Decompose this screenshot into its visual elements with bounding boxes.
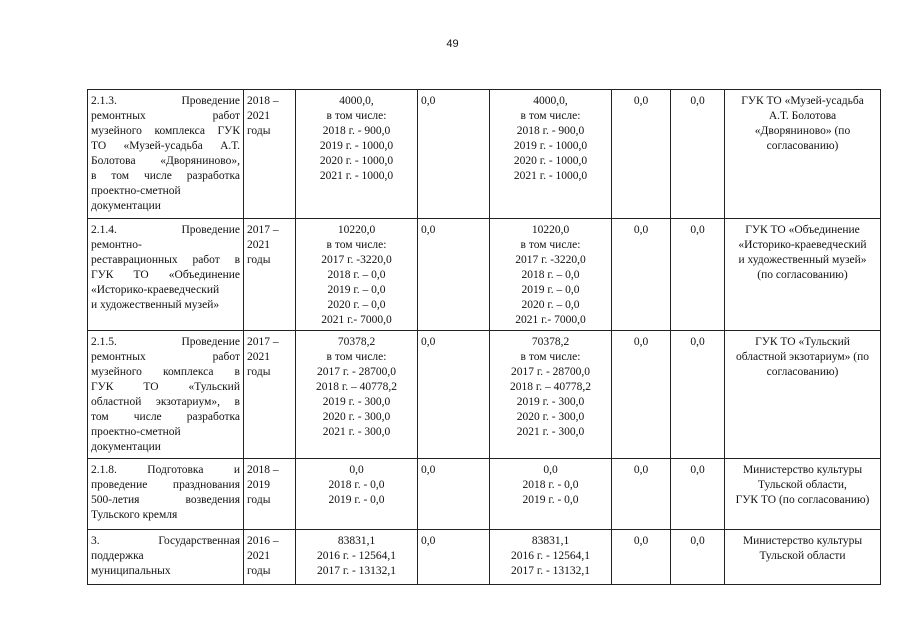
period-cell [244,331,296,459]
budget-table [87,89,881,585]
federal-budget-cell: 0,0 [418,530,490,585]
total-funding-cell-line: 2018 г. - 0,0 [328,479,385,491]
regional-budget-cell-line: 2019 г. - 300,0 [516,396,585,408]
local-budget-cell: 0,0 [612,331,671,459]
executor-cell-line: «Дворяниново» (по [754,125,851,137]
executor-cell-line: ГУК ТО «Объединение [745,224,860,236]
federal-budget-cell: 0,0 [418,331,490,459]
activity-name-cell-line: музейного комплекса в [91,366,240,378]
executor-cell [725,219,881,331]
regional-budget-cell-line: в том числе: [520,239,581,251]
activity-name-cell-line: том числе разработка [91,411,240,423]
regional-budget-cell-line: 70378,2 [531,336,570,348]
total-funding-cell [296,459,418,530]
period-cell [244,530,296,585]
other-sources-cell: 0,0 [671,331,725,459]
total-funding-cell-line: 2021 г.- 7000,0 [321,314,392,326]
total-funding-cell-line: 2017 г. -3220,0 [321,254,392,266]
total-funding-cell-line: 0,0 [349,464,364,476]
activity-name-cell-line: Тульского кремля [91,509,178,521]
regional-budget-cell-line: 2017 г. -3220,0 [515,254,586,266]
regional-budget-cell-line: 2020 г. - 300,0 [516,411,585,423]
executor-cell [725,459,881,530]
executor-cell-line: и художественный музей» [738,254,867,266]
local-budget-cell: 0,0 [612,219,671,331]
total-funding-cell-line: 2021 г. - 1000,0 [319,170,394,182]
activity-name-cell-line: ремонтно- [91,239,142,251]
local-budget-cell: 0,0 [612,530,671,585]
period-cell [244,90,296,219]
other-sources-cell: 0,0 [671,219,725,331]
period-cell-line: 2019 [247,479,270,491]
regional-budget-cell-line: 2020 г. - 1000,0 [513,155,588,167]
total-funding-cell [296,331,418,459]
executor-cell-line: ГУК ТО (по согласованию) [735,494,870,506]
other-sources-cell: 0,0 [671,90,725,219]
federal-budget-cell: 0,0 [418,219,490,331]
activity-name-cell-line: документации [91,200,161,212]
regional-budget-cell-line: 83831,1 [531,535,570,547]
activity-name-cell-line: 2.1.3. Проведение [91,95,240,107]
regional-budget-cell-line: 2020 г. – 0,0 [521,299,580,311]
executor-cell-line: Тульской области [759,550,846,562]
period-cell-line: годы [247,125,271,137]
activity-name-cell-line: проектно-сметной [91,185,181,197]
total-funding-cell-line: 2017 г. - 28700,0 [316,366,397,378]
regional-budget-cell-line: 2021 г.- 7000,0 [515,314,586,326]
regional-budget-cell [490,331,612,459]
activity-name-cell-line: 2.1.4. Проведение [91,224,240,236]
table-row [88,219,881,331]
regional-budget-cell-line: в том числе: [520,351,581,363]
period-cell [244,459,296,530]
executor-cell-line: (по согласованию) [757,269,848,281]
activity-name-cell-line: Болотова «Дворяниново», [91,155,240,167]
table-row [88,459,881,530]
executor-cell [725,90,881,219]
executor-cell-line: ГУК ТО «Тульский [755,336,850,348]
regional-budget-cell-line: 2021 г. - 1000,0 [513,170,588,182]
activity-name-cell-line: поддержка [91,550,144,562]
regional-budget-cell-line: 2018 г. - 900,0 [516,125,585,137]
total-funding-cell-line: 70378,2 [337,336,376,348]
total-funding-cell-line: в том числе: [326,239,387,251]
activity-name-cell-line: муниципальных [91,565,171,577]
activity-name-cell [88,90,244,219]
total-funding-cell-line: 2020 г. - 1000,0 [319,155,394,167]
executor-cell-line: Министерство культуры [742,464,863,476]
total-funding-cell-line: 4000,0, [339,95,374,107]
period-cell-line: 2021 [247,550,270,562]
regional-budget-cell-line: 2018 г. - 0,0 [522,479,579,491]
regional-budget-cell-line: 2016 г. - 12564,1 [510,550,591,562]
executor-cell-line: согласованию) [766,366,839,378]
activity-name-cell-line: ремонтных работ [91,351,240,363]
other-sources-cell: 0,0 [671,530,725,585]
regional-budget-cell [490,459,612,530]
total-funding-cell-line: 2019 г. - 300,0 [322,396,391,408]
total-funding-cell-line: 2021 г. - 300,0 [322,426,391,438]
total-funding-cell-line: 2018 г. – 0,0 [327,269,386,281]
regional-budget-cell-line: 0,0 [543,464,558,476]
regional-budget-cell-line: 2021 г. - 300,0 [516,426,585,438]
period-cell-line: годы [247,494,271,506]
total-funding-cell-line: 2018 г. – 40778,2 [315,381,398,393]
period-cell-line: 2016 – [247,535,279,547]
activity-name-cell-line: 2.1.5. Проведение [91,336,240,348]
executor-cell-line: Тульской области, [758,479,847,491]
period-cell-line: 2018 – [247,95,279,107]
executor-cell-line: согласованию) [766,140,839,152]
total-funding-cell-line: 2018 г. - 900,0 [322,125,391,137]
total-funding-cell-line: 83831,1 [337,535,376,547]
period-cell-line: годы [247,366,271,378]
table-row [88,530,881,585]
executor-cell-line: А.Т. Болотова [768,110,837,122]
regional-budget-cell-line: 2018 г. – 40778,2 [509,381,592,393]
period-cell-line: годы [247,565,271,577]
executor-cell-line: «Историко-краеведческий [738,239,867,251]
activity-name-cell [88,459,244,530]
activity-name-cell-line: музейного комплекса ГУК [91,125,240,137]
table-row [88,90,881,219]
local-budget-cell: 0,0 [612,459,671,530]
regional-budget-cell [490,219,612,331]
activity-name-cell-line: ГУК ТО «Объединение [91,269,240,281]
activity-name-cell-line: проектно-сметной [91,426,181,438]
regional-budget-cell-line: 4000,0, [533,95,568,107]
executor-cell [725,530,881,585]
total-funding-cell-line: 2017 г. - 13132,1 [316,565,397,577]
federal-budget-cell: 0,0 [418,459,490,530]
total-funding-cell-line: 2019 г. - 1000,0 [319,140,394,152]
regional-budget-cell-line: в том числе: [520,110,581,122]
other-sources-cell: 0,0 [671,459,725,530]
regional-budget-cell [490,530,612,585]
activity-name-cell [88,331,244,459]
executor-cell-line: областной экзотариум» (по [735,351,870,363]
federal-budget-cell: 0,0 [418,90,490,219]
period-cell-line: 2021 [247,239,270,251]
total-funding-cell-line: 2019 г. – 0,0 [327,284,386,296]
activity-name-cell [88,219,244,331]
activity-name-cell-line: документации [91,441,161,453]
executor-cell [725,331,881,459]
executor-cell-line: ГУК ТО «Музей-усадьба [741,95,864,107]
activity-name-cell-line: областной экзотариум», в [91,396,240,408]
regional-budget-cell-line: 10220,0 [531,224,570,236]
activity-name-cell-line: ТО «Музей-усадьба А.Т. [91,140,240,152]
executor-cell-line: Министерство культуры [742,535,863,547]
total-funding-cell-line: 2020 г. – 0,0 [327,299,386,311]
activity-name-cell [88,530,244,585]
regional-budget-cell-line: 2017 г. - 13132,1 [510,565,591,577]
total-funding-cell [296,90,418,219]
activity-name-cell-line: 2.1.8. Подготовка и [91,464,240,476]
activity-name-cell-line: ремонтных работ [91,110,240,122]
period-cell-line: 2017 – [247,336,279,348]
activity-name-cell-line: 500-летия возведения [91,494,240,506]
regional-budget-cell-line: 2019 г. - 1000,0 [513,140,588,152]
activity-name-cell-line: и художественный музей» [91,299,220,311]
activity-name-cell-line: в том числе разработка [91,170,240,182]
regional-budget-cell-line: 2018 г. – 0,0 [521,269,580,281]
period-cell-line: 2021 [247,351,270,363]
regional-budget-cell-line: 2019 г. - 0,0 [522,494,579,506]
period-cell-line: 2018 – [247,464,279,476]
total-funding-cell-line: 10220,0 [337,224,376,236]
total-funding-cell-line: 2019 г. - 0,0 [328,494,385,506]
page-number: 49 [446,38,459,50]
regional-budget-cell [490,90,612,219]
total-funding-cell-line: в том числе: [326,351,387,363]
total-funding-cell-line: в том числе: [326,110,387,122]
activity-name-cell-line: 3. Государственная [91,535,240,547]
period-cell-line: годы [247,254,271,266]
period-cell [244,219,296,331]
total-funding-cell-line: 2016 г. - 12564,1 [316,550,397,562]
total-funding-cell [296,530,418,585]
regional-budget-cell-line: 2017 г. - 28700,0 [510,366,591,378]
activity-name-cell-line: ГУК ТО «Тульский [91,381,240,393]
activity-name-cell-line: проведение празднования [91,479,240,491]
period-cell-line: 2017 – [247,224,279,236]
table-row [88,331,881,459]
activity-name-cell-line: «Историко-краеведческий [91,284,220,296]
activity-name-cell-line: реставрационных работ в [91,254,240,266]
regional-budget-cell-line: 2019 г. – 0,0 [521,284,580,296]
total-funding-cell-line: 2020 г. - 300,0 [322,411,391,423]
period-cell-line: 2021 [247,110,270,122]
total-funding-cell [296,219,418,331]
local-budget-cell: 0,0 [612,90,671,219]
